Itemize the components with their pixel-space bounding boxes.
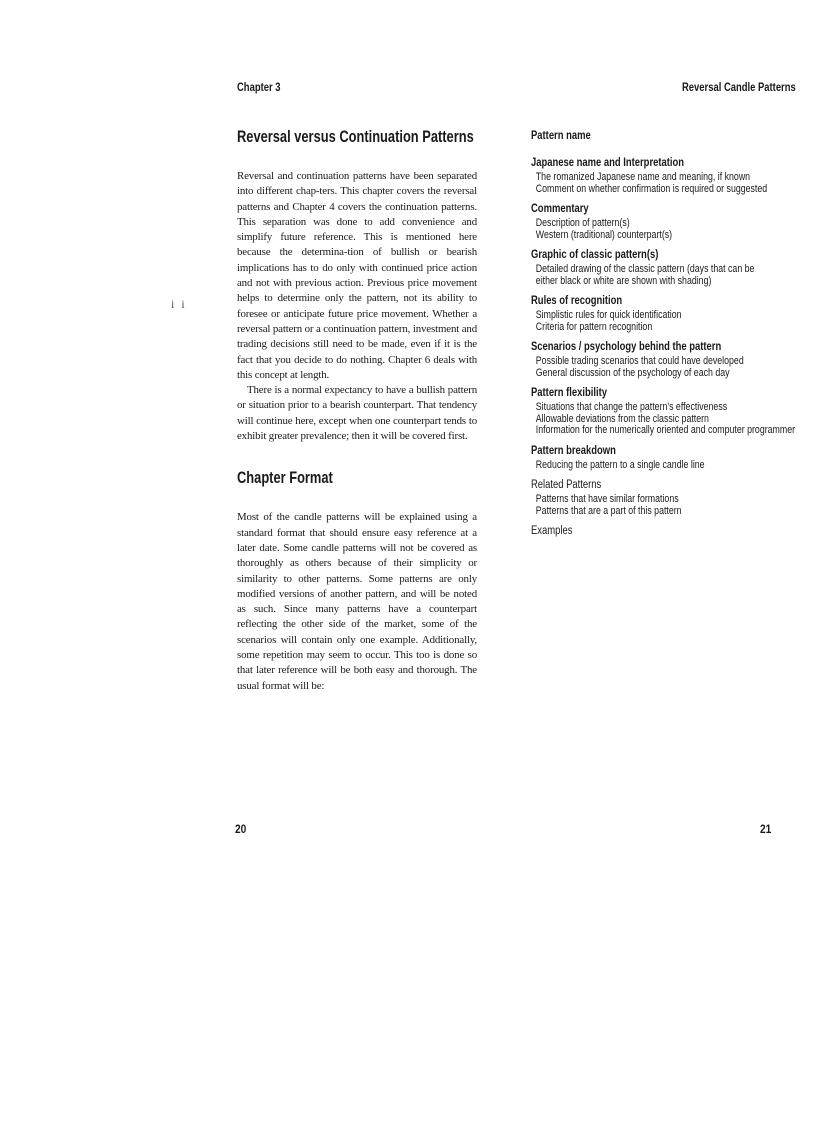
format-item-line: Description of pattern(s)	[535, 217, 630, 229]
format-item-title: Related Patterns	[531, 479, 602, 491]
format-item-commentary	[531, 203, 781, 241]
format-item-line: General discussion of the psychology of each day	[535, 366, 730, 379]
paragraph: Most of the candle patterns will be explained using a standard format that should ensure easy reference at a later date. Some candle patterns will not be covered as thoroughly as others because of their simplicity or similarity to other patterns. Some patterns are only modified versions of another pattern, and will be noted as such. Since many patterns have a counterpart reflecting the other side of the market, some of the scenarios will contain only one example. Additionally, some repetition may seem to occur. This too is done so that later reference will be both easy and thorough. The usual format will be:	[237, 511, 477, 692]
format-item-title: Commentary	[531, 203, 589, 215]
running-head-chapter: Chapter 3	[237, 82, 281, 94]
format-item-title: Pattern breakdown	[531, 444, 616, 457]
format-item-scenarios	[531, 341, 781, 379]
format-item-title: Scenarios / psychology behind the pattern	[531, 341, 722, 353]
format-item-line: Patterns that are a part of this pattern	[535, 504, 682, 517]
format-item-examples	[531, 525, 781, 540]
format-item-pattern-name	[531, 130, 781, 145]
format-item-japanese-name	[531, 157, 781, 195]
format-item-line: Possible trading scenarios that could have developed	[535, 355, 744, 367]
format-item-line: Western (traditional) counterpart(s)	[535, 228, 673, 241]
format-item-flexibility	[531, 387, 796, 437]
format-item-title: Graphic of classic pattern(s)	[531, 249, 659, 261]
format-item-title: Rules of recognition	[531, 295, 623, 307]
format-item-line: Criteria for pattern recognition	[535, 320, 653, 333]
section-heading-reversal-vs-continuation: Reversal versus Continuation Patterns	[237, 128, 474, 146]
format-item-line: Patterns that have similar formations	[535, 493, 679, 505]
running-head-title: Reversal Candle Patterns	[682, 82, 796, 94]
format-item-title: Pattern flexibility	[531, 387, 607, 399]
section-heading-chapter-format: Chapter Format	[237, 469, 333, 488]
format-item-line: Allowable deviations from the classic pattern	[535, 412, 709, 425]
left-page-body	[237, 128, 477, 694]
paragraph: Reversal and continuation patterns have been separated into different chap-ters. This chapter covers the reversal patterns and Chapter 4 covers the continuation patterns. This separation was done to add convenience and simplify future reference. This is mentioned here because the determina-tion of bullish or bearish implications has to do only with continued price action and not with previous action. Previous price movement helps to determine only the pattern, not its ability to foresee or anticipate future price movement. Whether a reversal pattern or a continuation pattern, investment and trading decisions still need to be made, even if it is the fact that you decide to do nothing. Chapter 6 deals with this concept at length.	[237, 170, 477, 381]
format-item-title: Examples	[531, 525, 573, 537]
page-number-right: 21	[760, 822, 772, 836]
page-number-left: 20	[235, 822, 247, 836]
format-item-title: Pattern name	[531, 130, 591, 142]
format-item-line: Detailed drawing of the classic pattern (days that can be either black or white are shown with shading)	[535, 263, 755, 287]
margin-mark: i i	[171, 297, 187, 311]
format-item-breakdown	[531, 445, 781, 472]
format-item-related	[531, 479, 781, 517]
format-item-title: Japanese name and Interpretation	[531, 157, 685, 169]
format-item-line: Reducing the pattern to a single candle line	[535, 458, 705, 471]
format-item-graphic	[531, 249, 781, 287]
format-item-line: Information for the numerically oriented and computer programmer	[535, 424, 796, 436]
format-item-line: Simplistic rules for quick identification	[535, 309, 682, 321]
paragraph: There is a normal expectancy to have a bullish pattern or situation prior to a bearish counterpart. That tendency will continue here, except when one counterpart tends to exhibit greater prevalence; then it will be covered first.	[237, 384, 477, 443]
format-item-line: Situations that change the pattern's effectiveness	[535, 401, 728, 413]
format-item-line: Comment on whether confirmation is required or suggested	[535, 182, 768, 195]
format-outline	[531, 130, 796, 548]
format-item-rules	[531, 295, 781, 333]
format-item-line: The romanized Japanese name and meaning, if known	[535, 171, 751, 183]
